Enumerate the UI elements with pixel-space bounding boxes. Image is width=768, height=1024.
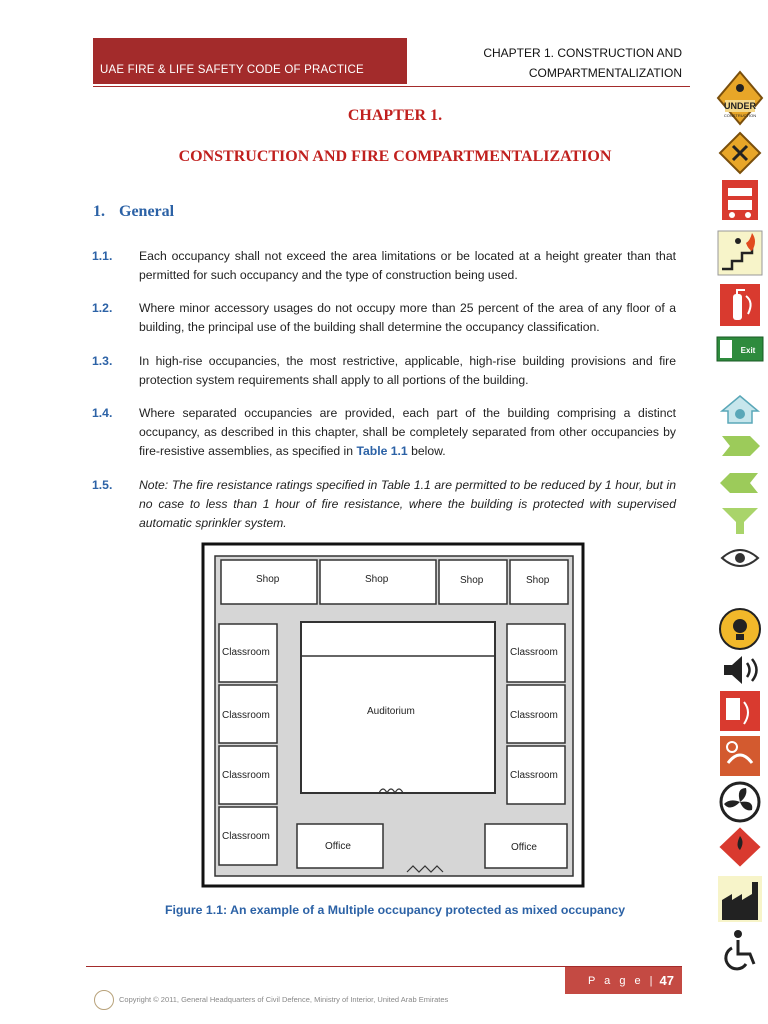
paragraph-text: Each occupancy shall not exceed the area limitations or be located at a height greater than that permitted for such occupancy and the type of construction being used.	[139, 249, 676, 282]
next-arrow-icon[interactable]	[716, 433, 764, 459]
tools-icon[interactable]	[716, 131, 764, 175]
chapter-subtitle: CONSTRUCTION AND FIRE COMPARTMENTALIZATION	[178, 148, 612, 165]
fire-extinguisher-icon[interactable]	[716, 282, 764, 328]
classroom-label: Classroom	[222, 831, 270, 842]
paragraph-text: Note: The fire resistance ratings specified in Table 1.1 are permitted to be reduced by 1 hour, but in no case to less than 1 hour of fire resistance, where the building is protected with supervised automatic sprinkler system.	[139, 478, 676, 530]
fire-hose-icon[interactable]	[716, 735, 764, 777]
page-label: P a g e |	[587, 974, 656, 987]
classroom-label: Classroom	[510, 710, 558, 721]
office-label: Office	[325, 841, 351, 852]
fire-alarm-icon[interactable]	[716, 690, 764, 732]
paragraph-text	[139, 404, 676, 461]
page-number-box	[565, 967, 682, 994]
shop-label: Shop	[526, 575, 550, 586]
eye-icon[interactable]	[716, 545, 764, 571]
paragraph-text: Where minor accessory usages do not occupy more than 25 percent of the area of any floor of a building, the principal use of the building shall determine the occupancy classification.	[139, 301, 676, 334]
header-code-title: UAE FIRE & LIFE SAFETY CODE OF PRACTICE	[100, 64, 364, 76]
accessibility-icon[interactable]	[716, 928, 764, 972]
shop-label: Shop	[460, 575, 484, 586]
classroom-label: Classroom	[222, 647, 270, 658]
civil-defence-logo	[94, 990, 114, 1010]
paragraph-1-1	[92, 247, 676, 285]
section-heading	[93, 203, 174, 221]
paragraph-number: 1.4.	[92, 406, 113, 420]
header-chapter-title	[420, 43, 682, 83]
paragraph-1-4	[92, 404, 676, 461]
paragraph-1-5	[92, 476, 676, 533]
header-band	[93, 38, 407, 84]
paragraph-1-3	[92, 352, 676, 390]
paragraph-text-before: Where separated occupancies are provided, each part of the building comprising a distinct occupancy, as described in this chapter, shall be completely separated from other occupancies by fire-resistive assemblies, as specified in	[139, 406, 676, 458]
section-number: 1.	[93, 203, 105, 220]
paragraph-text: In high-rise occupancies, the most restrictive, applicable, high-rise building provisions and fire protection system requirements shall apply to all portions of the building.	[139, 354, 676, 387]
figure-caption: Figure 1.1: An example of a Multiple occupancy protected as mixed occupancy	[164, 903, 626, 917]
under-construction-icon[interactable]	[716, 70, 764, 126]
classroom-label: Classroom	[510, 770, 558, 781]
fire-escape-stairs-icon[interactable]	[716, 229, 764, 277]
previous-arrow-icon[interactable]	[716, 470, 764, 496]
construction-label: CONSTRUCTION	[723, 113, 757, 118]
classroom-label: Classroom	[510, 647, 558, 658]
copyright-text: Copyright © 2011, General Headquarters of Civil Defence, Ministry of Interior, United Arab Emirates	[119, 995, 449, 1004]
paragraph-1-2	[92, 299, 676, 337]
lightbulb-icon[interactable]	[716, 607, 764, 651]
chapter-title: CHAPTER 1.	[347, 107, 443, 124]
page-number: 47	[659, 973, 674, 988]
ventilation-fan-icon[interactable]	[716, 781, 764, 823]
shop-label: Shop	[256, 574, 280, 585]
factory-icon[interactable]	[716, 874, 764, 924]
auditorium-label: Auditorium	[367, 706, 415, 717]
header-rule	[93, 86, 690, 87]
office-label: Office	[511, 842, 537, 853]
shop-label: Shop	[365, 574, 389, 585]
paragraph-number: 1.1.	[92, 249, 113, 263]
classroom-label: Classroom	[222, 710, 270, 721]
paragraph-number: 1.5.	[92, 478, 113, 492]
under-label: UNDER	[723, 101, 757, 111]
exit-sign-icon[interactable]	[716, 336, 764, 362]
classroom-label: Classroom	[222, 770, 270, 781]
table-1-1-link[interactable]: Table 1.1	[356, 444, 408, 458]
fire-truck-icon[interactable]	[716, 178, 764, 222]
exit-label: Exit	[740, 346, 756, 355]
section-title: General	[119, 203, 175, 220]
speaker-icon[interactable]	[716, 652, 764, 688]
header-chapter-line1: CHAPTER 1. CONSTRUCTION AND	[483, 46, 682, 60]
paragraph-number: 1.2.	[92, 301, 113, 315]
filter-icon[interactable]	[716, 505, 764, 537]
hazardous-material-icon[interactable]	[716, 824, 764, 870]
home-icon[interactable]	[716, 393, 764, 425]
paragraph-text-after: below.	[407, 444, 446, 458]
header-chapter-line2: COMPARTMENTALIZATION	[528, 66, 682, 80]
floor-plan-figure	[201, 542, 585, 888]
paragraph-number: 1.3.	[92, 354, 113, 368]
